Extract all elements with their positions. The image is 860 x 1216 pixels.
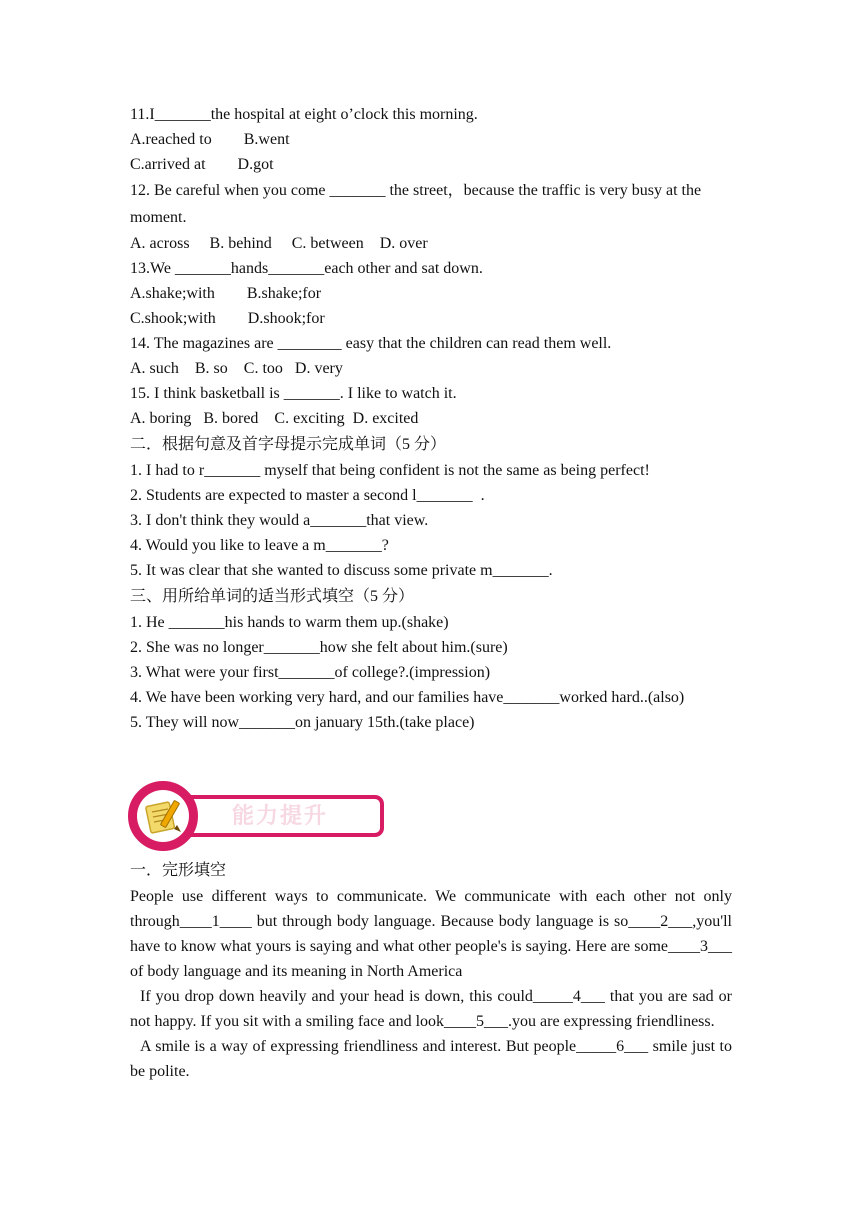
question-12: 12. Be careful when you come _______ the street，because the traffic is very busy at the moment. (130, 182, 702, 226)
options-13b: C.shook;with D.shook;for (130, 310, 325, 327)
section-2-item: 3. I don't think they would a_______that view. (130, 512, 429, 529)
question-14: 14. The magazines are ________ easy that the children can read them well. (130, 335, 612, 352)
options-11b: C.arrived at D.got (130, 156, 274, 173)
question-11: 11.I_______the hospital at eight o’clock this morning. (130, 106, 478, 123)
exercise-page (130, 102, 732, 735)
notebook-pencil-icon (137, 790, 189, 842)
options-14: A. such B. so C. too D. very (130, 360, 343, 377)
banner-badge (128, 781, 198, 851)
options-11a: A.reached to B.went (130, 131, 290, 148)
section-3-item: 1. He _______his hands to warm them up.(shake) (130, 614, 449, 631)
cloze-paragraph: A smile is a way of expressing friendliness and interest. But people_____6___ smile just to be polite. (130, 1038, 732, 1080)
banner-title: 能力提升 (232, 804, 329, 829)
question-15: 15. I think basketball is _______. I like to watch it. (130, 385, 457, 402)
section-2-heading: 二．根据句意及首字母提示完成单词（5 分） (130, 436, 447, 453)
section-3-item: 5. They will now_______on january 15th.(take place) (130, 714, 475, 731)
cloze-section (130, 857, 732, 1084)
options-15: A. boring B. bored C. exciting D. excited (130, 410, 419, 427)
options-12: A. across B. behind C. between D. over (130, 235, 428, 252)
section-3-heading: 三、用所给单词的适当形式填空（5 分） (130, 588, 415, 605)
section-2-item: 4. Would you like to leave a m_______? (130, 537, 389, 554)
cloze-paragraph: People use different ways to communicate. We communicate with each other not only through____1____ but through body language. Because body language is so____2___,you'll have to know what yours is saying and what other people's is saying. Here are some____3___ of body language and its meaning in North America (130, 888, 732, 980)
cloze-paragraph: If you drop down heavily and your head is down, this could_____4___ that you are sad or not happy. If you sit with a smiling face and look____5___.you are expressing friendliness. (130, 988, 732, 1030)
section-3-item: 3. What were your first_______of college?.(impression) (130, 664, 491, 681)
section-2-item: 2. Students are expected to master a second l_______ . (130, 487, 485, 504)
ability-banner (128, 781, 390, 855)
section-2-item: 1. I had to r_______ myself that being confident is not the same as being perfect! (130, 462, 650, 479)
section-2-item: 5. It was clear that she wanted to discuss some private m_______. (130, 562, 553, 579)
section-3-item: 4. We have been working very hard, and our families have_______worked hard..(also) (130, 689, 685, 706)
section-3-item: 2. She was no longer_______how she felt about him.(sure) (130, 639, 508, 656)
options-13a: A.shake;with B.shake;for (130, 285, 322, 302)
question-13: 13.We _______hands_______each other and sat down. (130, 260, 483, 277)
cloze-heading: 一．完形填空 (130, 862, 227, 879)
